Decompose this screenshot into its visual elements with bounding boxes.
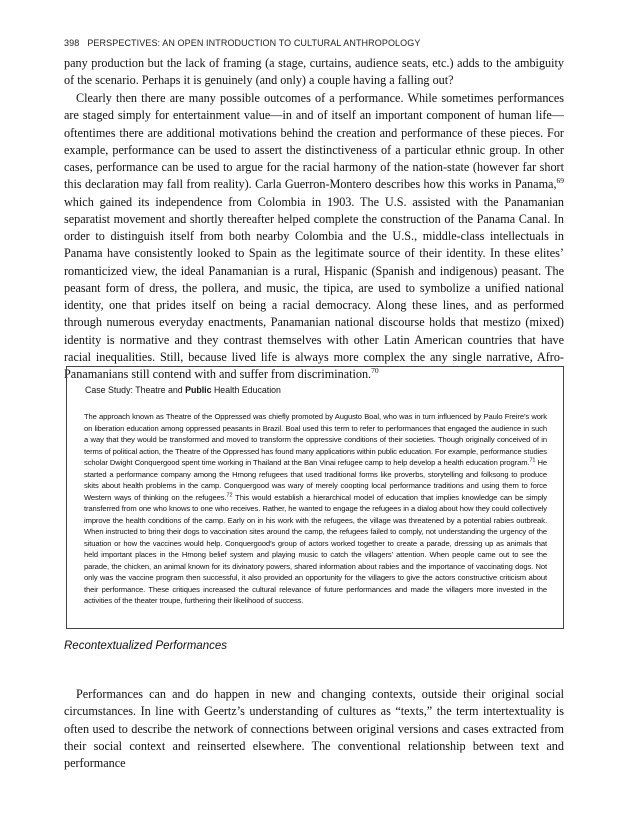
footnote-ref-71[interactable]: 71: [529, 457, 536, 464]
case-study-body: [84, 411, 547, 607]
paragraph-text: Clearly then there are many possible outcomes of a performance. While sometimes performances are staged simply for entertainment value—in and of itself an important component of human life—oftentimes there are additional motivations behind the creation and performance of these pieces. For example, performance can be used to assert the distinctiveness of a particular ethnic group. In other cases, performance can be used to argue for the racial harmony of the nation-state (however far short this declaration may fall from reality). Carla Guerron-Montero describes how this works in Panama,: [64, 91, 564, 192]
body-paragraph-2: [64, 90, 564, 383]
case-study-title-part: Public: [185, 385, 212, 395]
case-study-title: [85, 385, 281, 395]
page-number: 398: [64, 38, 80, 48]
footnote-ref-70[interactable]: 70: [371, 365, 379, 375]
running-header: [64, 38, 420, 48]
running-title: PERSPECTIVES: AN OPEN INTRODUCTION TO CULTURAL ANTHROPOLOGY: [87, 38, 421, 48]
footnote-ref-72[interactable]: 72: [226, 491, 233, 498]
case-study-box: [66, 366, 564, 629]
body-paragraph-1: pany production but the lack of framing (a stage, curtains, audience seats, etc.) adds to the ambiguity of the scenario. Perhaps it is genuinely (and only) a couple having a falling out?: [64, 56, 564, 88]
section-heading: Recontextualized Performances: [64, 640, 227, 652]
footnote-ref-69[interactable]: 69: [556, 176, 564, 186]
paragraph-text: which gained its independence from Colombia in 1903. The U.S. assisted with the Panamanian separatist movement and shortly thereafter helped complete the construction of the Panama Canal. In order to distinguish itself from both nearby Colombia and the U.S., middle-class intellectuals in Panama have consistently looked to Spain as the legitimate source of their identity. In these elites’ romanticized view, the ideal Panamanian is a rural, Hispanic (Spanish and indigenous) peasant. The peasant form of dress, the pollera, and music, the tipica, are used to symbolize a unified national identity, one that prides itself on being a racial democracy. Along these lines, and as performed through numerous everyday enactments, Panamanian national discourse holds that mestizo (mixed) identity is normative and they contrast themselves with other Latin American countries that have racial inequalities. Still, because lived life is always more complex the any single narrative, Afro-Panamanians still contend with and suffer from discrimination.: [64, 194, 564, 381]
case-study-text: The approach known as Theatre of the Oppressed was chiefly promoted by Augusto Boal, who was in turn influenced by Paulo Freire’s work on liberation education among oppressed peasants in Brazil. Boal used this term to refer to performances that engaged the audience in such a way that they would be transformed and moved to transform the oppressive conditions of their societies. Though originally conceived of in terms of political action, the Theatre of the Oppressed has found many applications within public education. For example, performance studies scholar Dwight Conquergood spent time working in Thailand at the Ban Vinai refugee camp to help develop a health education program.: [84, 412, 547, 467]
case-study-text: This would establish a hierarchical model of education that implies knowledge can be simply transferred from one who knows to one who receives. Rather, he wanted to engage the refugees in a dialog about how they could collectively improve the health conditions of the camp. Early on in his work with the refugees, the village was threatened by a potential rabies outbreak. When instructed to bring their dogs to vaccination sites around the camp, the refugees failed to comply, not understanding the urgency of the situation or how the vaccines would help. Conquergood’s group of actors worked together to create a parade, dressing up as animals that held important places in the Hmong belief system and playing music to catch the villagers’ attention. When people came out to see the parade, the chicken, an animal known for its divinatory powers, shared information about rabies and the importance of vaccinating dogs. Not only was the vaccine program then successful, it also provided an opportunity for the villagers to give the actors constructive criticism about their performance. These critiques increased the cultural relevance of future performances and made the villagers more invested in the activities of the theater troupe, furthering their likelihood of success.: [84, 492, 548, 605]
body-paragraph-3: Performances can and do happen in new and changing contexts, outside their original social circumstances. In line with Geertz’s understanding of cultures as “texts,” the term intertextuality is often used to describe the network of connections between original versions and cases extracted from their social context and reinserted elsewhere. The conventional relationship between text and performance: [64, 687, 564, 770]
case-study-title-part: Case Study: Theatre and: [85, 385, 186, 395]
case-study-text: He started a performance company among the Hmong refugees that used traditional forms like proverbs, storytelling and folksong to produce skits about health problems in the camp. Conquergood was wary of merely coopting local performance traditions and using them to force Western ways of thinking on the refugees.: [84, 458, 547, 502]
case-study-title-part: Health Education: [211, 385, 281, 395]
